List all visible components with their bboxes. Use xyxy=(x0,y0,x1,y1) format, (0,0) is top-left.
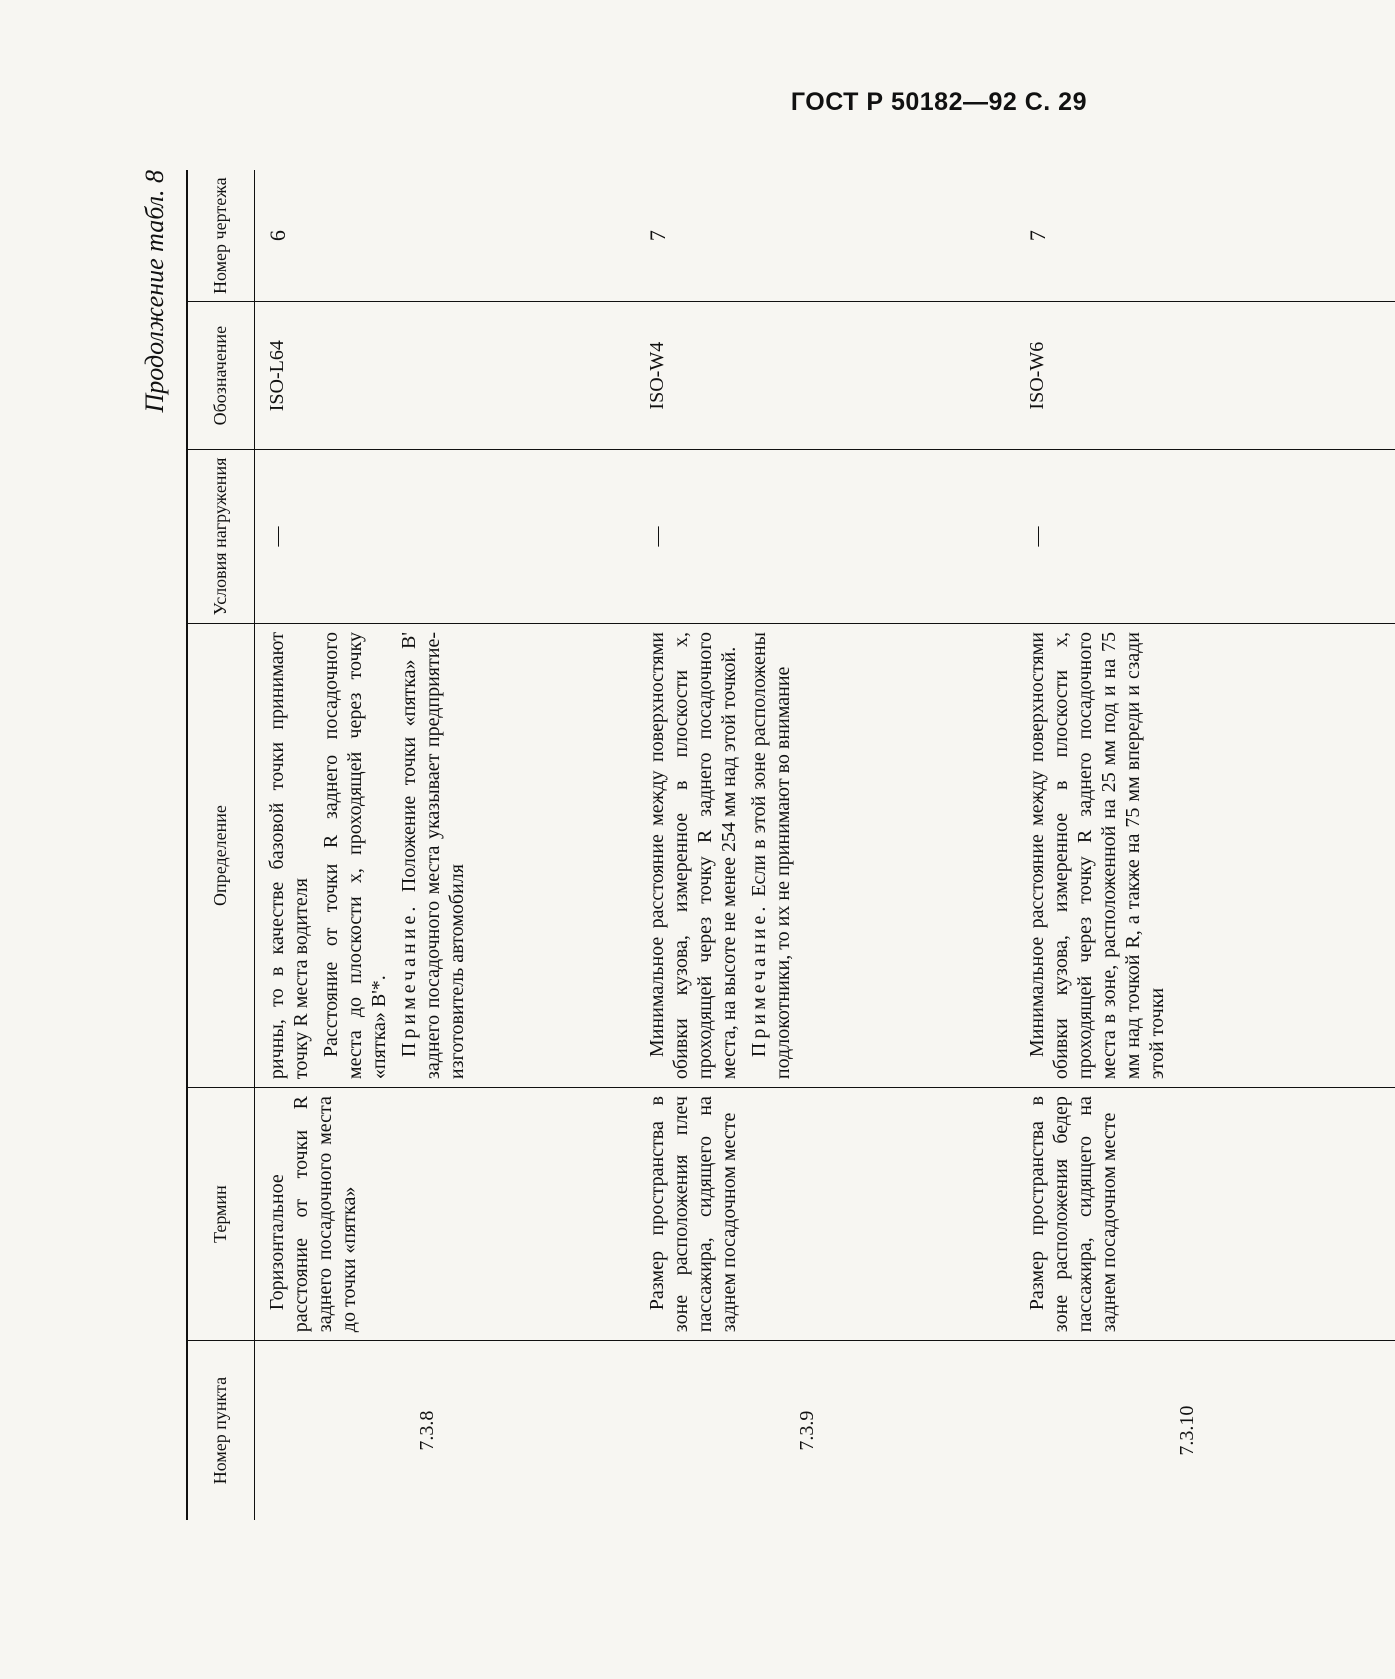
page-header: ГОСТ Р 50182—92 С. 29 xyxy=(790,88,1087,116)
definition-cell xyxy=(255,624,636,1088)
definitions-table xyxy=(186,170,1395,1520)
term-text: Горизонтальное расстояние от точки R заднего посадочного места до точки «пятка» xyxy=(266,1096,360,1333)
definition-continued: ричны, то в качестве базовой точки принимают точку R места водителя xyxy=(266,632,312,1080)
definition-cell xyxy=(635,624,1015,1088)
header-term: Термин xyxy=(187,1088,255,1341)
table-header-row xyxy=(187,170,255,1520)
term-text: Размер пространства в зоне расположения плеч пассажира, сидящего на заднем посадочном месте xyxy=(646,1096,740,1333)
term-cell xyxy=(635,1088,1015,1341)
item-number: 7.3.8 xyxy=(416,1410,438,1451)
drawing-number: 7 xyxy=(1015,170,1395,302)
item-number: 7.3.10 xyxy=(1176,1405,1198,1456)
definition-text: Расстояние от точки R заднего посадочного места до плоскости x, проходящей через точку «пятка» B'*. xyxy=(320,632,390,1080)
designation: ISO-L64 xyxy=(255,302,636,450)
rotated-table-region xyxy=(140,140,1198,1560)
header-definition: Определение xyxy=(187,624,255,1088)
definition-note xyxy=(397,632,469,1079)
definition-cell xyxy=(1015,624,1395,1088)
note-label: Примечание. xyxy=(748,902,770,1058)
term-text: Размер пространства в зоне расположения бедер пассажира, сидящего на заднем посадочном месте xyxy=(1026,1096,1120,1333)
definition-text: Минимальное расстояние между поверхностями обивки кузова, измеренное в плоскости x, проходящей через точку R заднего посадочного места в зоне, расположенной на 25 мм под и на 75 мм над точкой R, а также на 75 мм впереди и сзади этой точки xyxy=(1026,632,1168,1080)
designation: ISO-W6 xyxy=(1015,302,1395,450)
drawing-number: 6 xyxy=(255,170,636,302)
note-text: Если в этой зоне расположены подлокотники, то их не принимают во внимание xyxy=(748,632,794,1080)
table-row xyxy=(635,170,1015,1520)
table-row xyxy=(1015,170,1395,1520)
load-conditions: — xyxy=(1015,450,1395,624)
header-designation: Обозначение xyxy=(187,302,255,450)
note-label: Примечание. xyxy=(398,902,420,1058)
header-load-conditions: Условия нагружения xyxy=(187,450,255,624)
drawing-number: 7 xyxy=(635,170,1015,302)
definition-note xyxy=(747,632,795,1079)
table-row xyxy=(255,170,636,1520)
load-conditions: — xyxy=(255,450,636,624)
designation: ISO-W4 xyxy=(635,302,1015,450)
term-cell xyxy=(1015,1088,1395,1341)
definition-text: Минимальное расстояние между поверхностями обивки кузова, измеренное в плоскости x, проходящей через точку R заднего посадочного места, на высоте не менее 254 мм над этой точкой. xyxy=(646,632,740,1080)
item-number: 7.3.9 xyxy=(796,1410,818,1451)
note-text: Положение точки «пятка» B' заднего посадочного места указывает предприятие-изготовитель автомобиля xyxy=(398,632,468,1080)
term-cell xyxy=(255,1088,636,1341)
header-item-number: Номер пункта xyxy=(187,1341,255,1520)
table-caption: Продолжение табл. 8 xyxy=(140,170,169,413)
header-drawing-number: Номер чертежа xyxy=(187,170,255,302)
load-conditions: — xyxy=(635,450,1015,624)
